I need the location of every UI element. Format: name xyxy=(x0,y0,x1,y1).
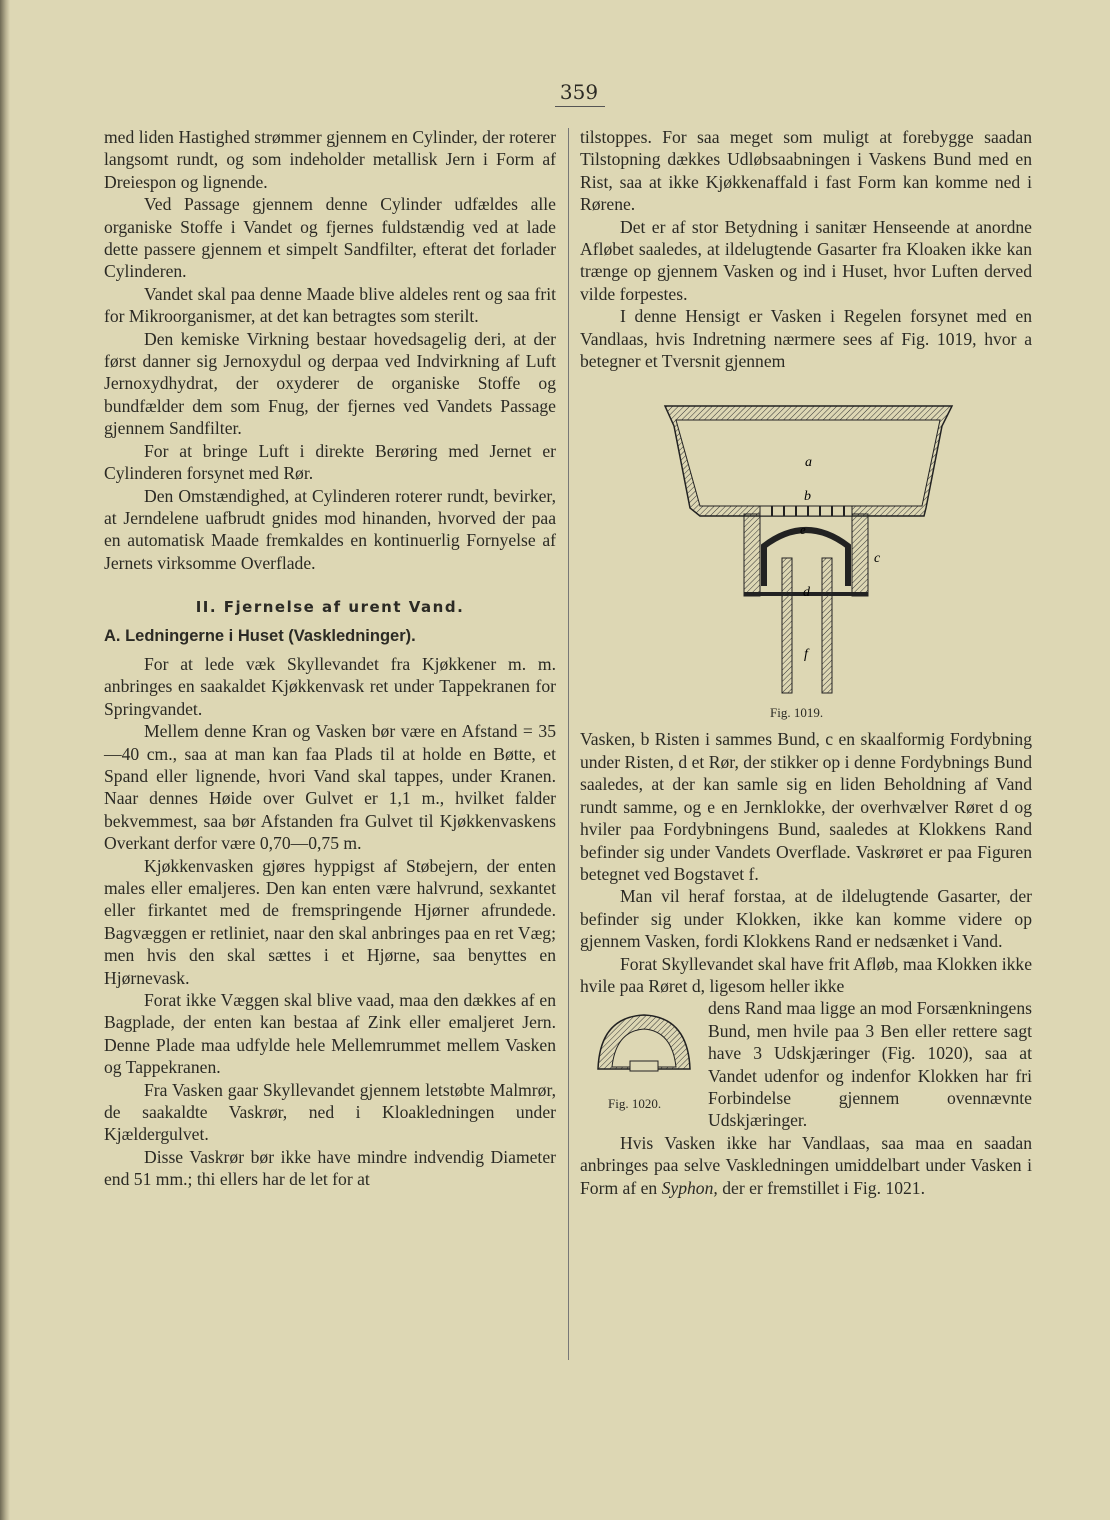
pipe-wall-right xyxy=(822,558,832,693)
bell-notch xyxy=(630,1061,658,1071)
paragraph: Vandet skal paa denne Maade blive aldeles rent og saa frit for Mikroorganismer, at det kan betragtes som sterilt. xyxy=(104,283,556,327)
label-b: b xyxy=(804,489,811,505)
paragraph: Fra Vasken gaar Skyllevandet gjennem letstøbte Malmrør, de saakaldte Vaskrør, ned i Kloakledningen under Kjældergulvet. xyxy=(104,1079,556,1145)
paragraph: Forat ikke Væggen skal blive vaad, maa den dækkes af en Bagplade, der enten kan bestaa af Zink eller emaljeret Jern. Denne Plade maa udfylde hele Mellemrummet mellem Vasken og Tappekranen. xyxy=(104,990,556,1078)
paragraph: Kjøkkenvasken gjøres hyppigst af Støbejern, der enten males eller emaljeres. Den kan enten være halvrund, sexkantet eller firkantet med de fremspringende Hjørner afrundede. Bagvæggen er retliniet, naar den skal anbringes paa en ret Væg; men hvis den skal sættes i et Hjørne, saa benyttes en Hjørnevask. xyxy=(104,855,556,988)
label-c: c xyxy=(874,551,881,567)
subsection-heading: A. Ledningerne i Huset (Vaskledninger). xyxy=(104,626,416,645)
label-e: e xyxy=(800,522,806,538)
column-divider xyxy=(568,128,569,1360)
page-number: 359 xyxy=(559,80,599,104)
paragraph: For at lede væk Skyllevandet fra Kjøkkener m. m. anbringes en saakaldet Kjøkkenvask ret under Tappekranen for Springvandet. xyxy=(104,653,556,719)
right-column xyxy=(580,126,1032,1199)
paragraph: Den Omstændighed, at Cylinderen roterer rundt, bevirker, at Jerndelene uafbrudt gnides mod hinanden, hvorved der paa en automatisk Maade fremkaldes en kontinuerlig Fornyelse af Jernets virksomme Overflade. xyxy=(104,485,556,573)
paragraph-start: Hvis Vasken ikke har Vandlaas, saa maa en saadan anbringes paa selve Vaskledningen umiddelbart under Vasken i Form af en xyxy=(580,1132,1032,1198)
paragraph: I denne Hensigt er Vasken i Regelen forsynet med en Vandlaas, hvis Indretning nærmere sees af Fig. 1019, hvor a betegner et Tversnit gjennem xyxy=(580,306,1032,372)
section-heading: II. Fjernelse af urent Vand. xyxy=(195,598,465,617)
book-spine-edge xyxy=(0,0,10,1520)
figure-caption: Fig. 1020. xyxy=(608,1096,662,1112)
trap-wall-left xyxy=(744,514,760,596)
paragraph: Man vil heraf forstaa, at de ildelugtende Gasarter, der befinder sig under Klokken, ikke kan komme videre op gjennem Vasken, fordi Klokkens Rand er nedsænket i Vand. xyxy=(580,886,1032,952)
page-number-rule xyxy=(555,106,605,107)
sink-trap-diagram xyxy=(660,396,960,696)
paragraph: dens Rand maa ligge an mod Forsænkningens Bund, men hvile paa 3 Ben eller rettere sagt have 3 Udskjæringer (Fig. 1020), saa at Vandet udenfor og indenfor Klokken har fri Forbindelse gjennem ovennævnte Udskjæringer. xyxy=(708,998,1032,1131)
paragraph: med liden Hastighed strømmer gjennem en Cylinder, der roterer langsomt rundt, og som indeholder metallisk Jern i Form af Dreiespon og lignende. xyxy=(104,127,556,192)
figure-1020 xyxy=(580,997,708,1127)
figure-caption: Fig. 1019. xyxy=(770,705,824,721)
grate xyxy=(760,506,852,516)
pipe-wall-left xyxy=(782,558,792,693)
paragraph: Vasken, b Risten i sammes Bund, c en skaalformig Fordybning under Risten, d et Rør, der stikker op i denne Fordybnings Bund saaledes, at der kan samle sig en liden Beholdning af Vand rundt samme, og e en Jernklokke, der overhvælver Røret d og hviler paa Fordybningens Bund, saaledes at Klokkens Rand befinder sig under Vandets Overflade. Vaskrøret er paa Figuren betegnet ved Bogstavet f. xyxy=(580,729,1032,884)
figure-1019 xyxy=(580,396,1032,728)
bell xyxy=(764,530,848,586)
label-d: d xyxy=(803,585,810,601)
paragraph: Disse Vaskrør bør ikke have mindre indvendig Diameter end 51 mm.; thi ellers har de let for at xyxy=(104,1146,556,1190)
syphon-term: Syphon, xyxy=(661,1177,718,1198)
paragraph-end: der er fremstillet i Fig. 1021. xyxy=(717,1177,925,1198)
paragraph xyxy=(580,1132,1032,1199)
figure-1020-wrap xyxy=(580,997,1032,1131)
label-a: a xyxy=(805,455,812,471)
label-f: f xyxy=(804,647,808,663)
left-column xyxy=(104,126,556,1191)
paragraph: For at bringe Luft i direkte Berøring med Jernet er Cylinderen forsynet med Rør. xyxy=(104,440,556,484)
paragraph: Forat Skyllevandet skal have frit Afløb, maa Klokken ikke hvile paa Røret d, ligesom heller ikke xyxy=(580,953,1032,996)
paragraph: Ved Passage gjennem denne Cylinder udfældes alle organiske Stoffe i Vandet og fjernes fuldstændig ved at lade dette passere gjennem et simpelt Sandfilter, efterat det forlader Cylinderen. xyxy=(104,194,556,282)
paragraph: Det er af stor Betydning i sanitær Henseende at anordne Afløbet saaledes, at ildelugtende Gasarter fra Kloaken ikke kan trænge op gjennem Vasken og ind i Huset, hvor Luften derved vilde forpestes. xyxy=(580,216,1032,304)
paragraph: tilstoppes. For saa meget som muligt at forebygge saadan Tilstopning dækkes Udløbsaabningen i Vaskens Bund med en Rist, saa at ikke Kjøkkenaffald i fast Form kan komme ned i Rørene. xyxy=(580,127,1032,215)
paragraph: Mellem denne Kran og Vasken bør være en Afstand = 35—40 cm., saa at man kan faa Plads til at holde en Bøtte, et Spand eller lignende, hvori Vand skal tappes, under Kranen. Naar dennes Høide over Gulvet er 1,1 m., hvilket falder bekvemmest, saa bør Afstanden fra Gulvet til Kjøkkenvaskens Overkant derfor være 0,70—0,75 m. xyxy=(104,721,556,854)
bell-diagram xyxy=(592,1007,696,1087)
trap-wall-right xyxy=(852,514,868,596)
paragraph: Den kemiske Virkning bestaar hovedsagelig deri, at der først danner sig Jernoxydul og derpaa ved Indvirkning af Luft Jernoxydhydrat, der oxyderer de organiske Stoffe og bundfælder dem som Fnug, der fjernes ved Vandets Passage gjennem Sandfilter. xyxy=(104,328,556,439)
